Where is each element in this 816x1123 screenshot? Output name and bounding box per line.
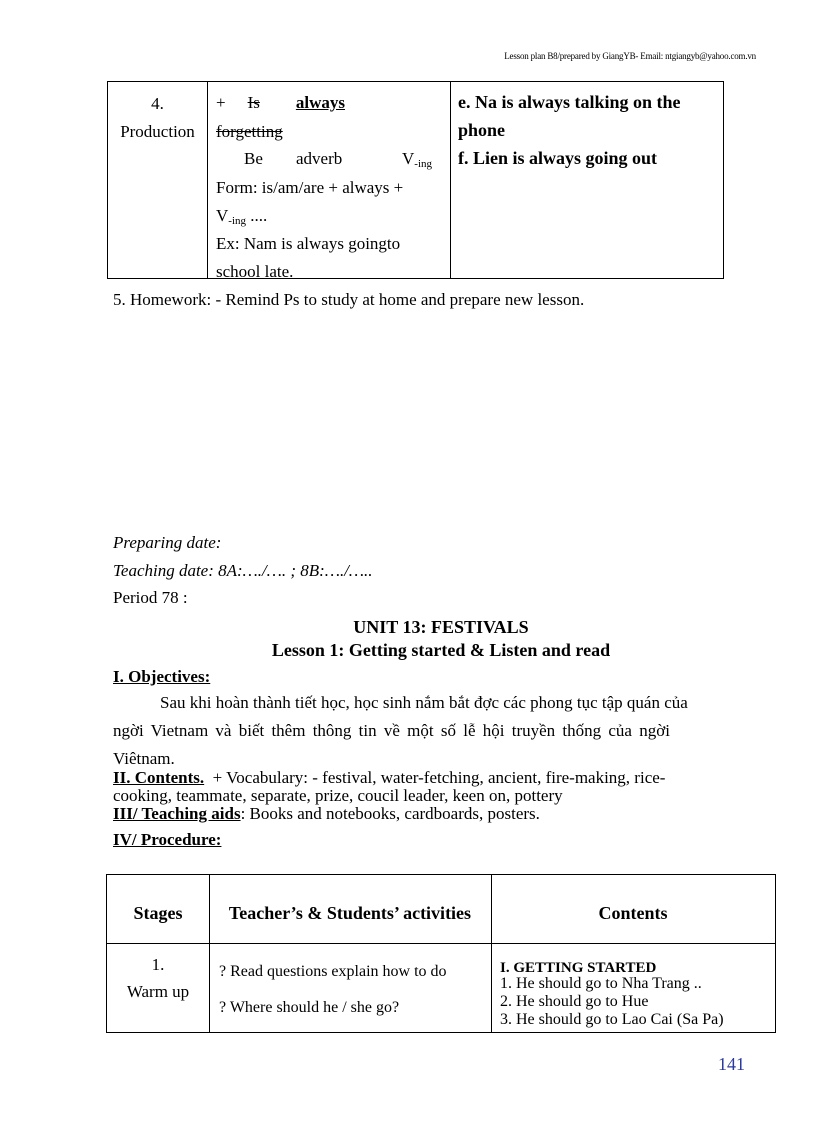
stage-number: 4. (151, 94, 164, 113)
always-word: always (295, 93, 345, 112)
objectives-line-1: Sau khi hoàn thành tiết học, học sinh nắm bắt đợc các phong tục tập quán của (160, 693, 688, 712)
unit-title: UNIT 13: FESTIVALS (353, 617, 529, 637)
column-divider-2 (491, 875, 492, 1032)
row1-stage-name: Warm up (126, 982, 190, 1001)
page-number: 141 (718, 1054, 745, 1074)
header-stages: Stages (133, 903, 183, 923)
lesson-title: Lesson 1: Getting started & Listen and read (271, 640, 611, 660)
row1-content-title: I. GETTING STARTED (500, 960, 657, 976)
activity-line-6: Ex: Nam is always goingto (216, 234, 401, 253)
contents-cell (451, 82, 723, 278)
teaching-date: Teaching date: 8A:…./…. ; 8B:…./….. (113, 561, 373, 580)
activity-line-4: Form: is/am/are + always + (216, 178, 404, 197)
table-divider (107, 943, 775, 944)
contents-heading: II. Contents. (113, 768, 205, 787)
activity-line-1: + Is always (216, 93, 345, 112)
objectives-line-3: Viêtnam. (113, 749, 175, 768)
header-activities: Teacher’s & Students’ activities (228, 903, 472, 923)
activity-line-2: forgetting (216, 122, 283, 141)
content-line-3: f. Lien is always going out (458, 148, 658, 168)
column-divider-1 (209, 875, 210, 1032)
row1-stage-number: 1. (151, 955, 165, 974)
contents-line-1: II. Contents. + Vocabulary: - festival, water-fetching, ancient, fire-making, rice- (113, 768, 666, 787)
row1-activity-1: ? Read questions explain how to do (219, 963, 447, 980)
row1-content-3: 3. He should go to Lao Cai (Sa Pa) (500, 1011, 724, 1028)
strike-is: Is (247, 93, 260, 112)
objectives-heading: I. Objectives: (113, 667, 211, 686)
preparing-date: Preparing date: (113, 533, 222, 552)
period-label: Period 78 : (113, 588, 188, 607)
production-table (107, 81, 724, 279)
teaching-aids-heading: III/ Teaching aids (113, 804, 241, 823)
header-contents: Contents (598, 903, 668, 923)
homework-line: 5. Homework: - Remind Ps to study at home and prepare new lesson. (113, 290, 585, 309)
stage-name: Production (120, 122, 195, 141)
activity-line-7: school late. (216, 262, 294, 281)
content-line-1: e. Na is always talking on the (458, 92, 681, 112)
activities-cell: + Is always forgetting Be adverb $V_{-ing}$ Form: is/am/are + always + $V_{-ing}$ .... Ex: Nam is always goingto school late. (208, 82, 451, 278)
contents-line-2: cooking, teammate, separate, prize, coucil leader, keen on, pottery (113, 786, 563, 805)
content-line-2: phone (458, 120, 506, 140)
activity-line-5: $V_{-ing}$ .... (216, 206, 268, 227)
row1-content-1: 1. He should go to Nha Trang .. (500, 975, 702, 992)
row1-content-2: 2. He should go to Hue (500, 993, 649, 1010)
procedure-heading: IV/ Procedure: (113, 830, 222, 849)
row1-activity-2: ? Where should he / she go? (219, 999, 400, 1016)
stage-cell (108, 82, 208, 278)
teaching-aids-line: III/ Teaching aids: Books and notebooks, cardboards, posters. (113, 804, 540, 823)
procedure-table (106, 874, 776, 1033)
page-header: Lesson plan B8/prepared by GiangYB- Email: ntgiangyb@yahoo.com.vn (504, 51, 756, 61)
objectives-line-2: ngời Vietnam và biết thêm thông tin về một số lễ hội truyền thống của ngời (113, 721, 670, 740)
